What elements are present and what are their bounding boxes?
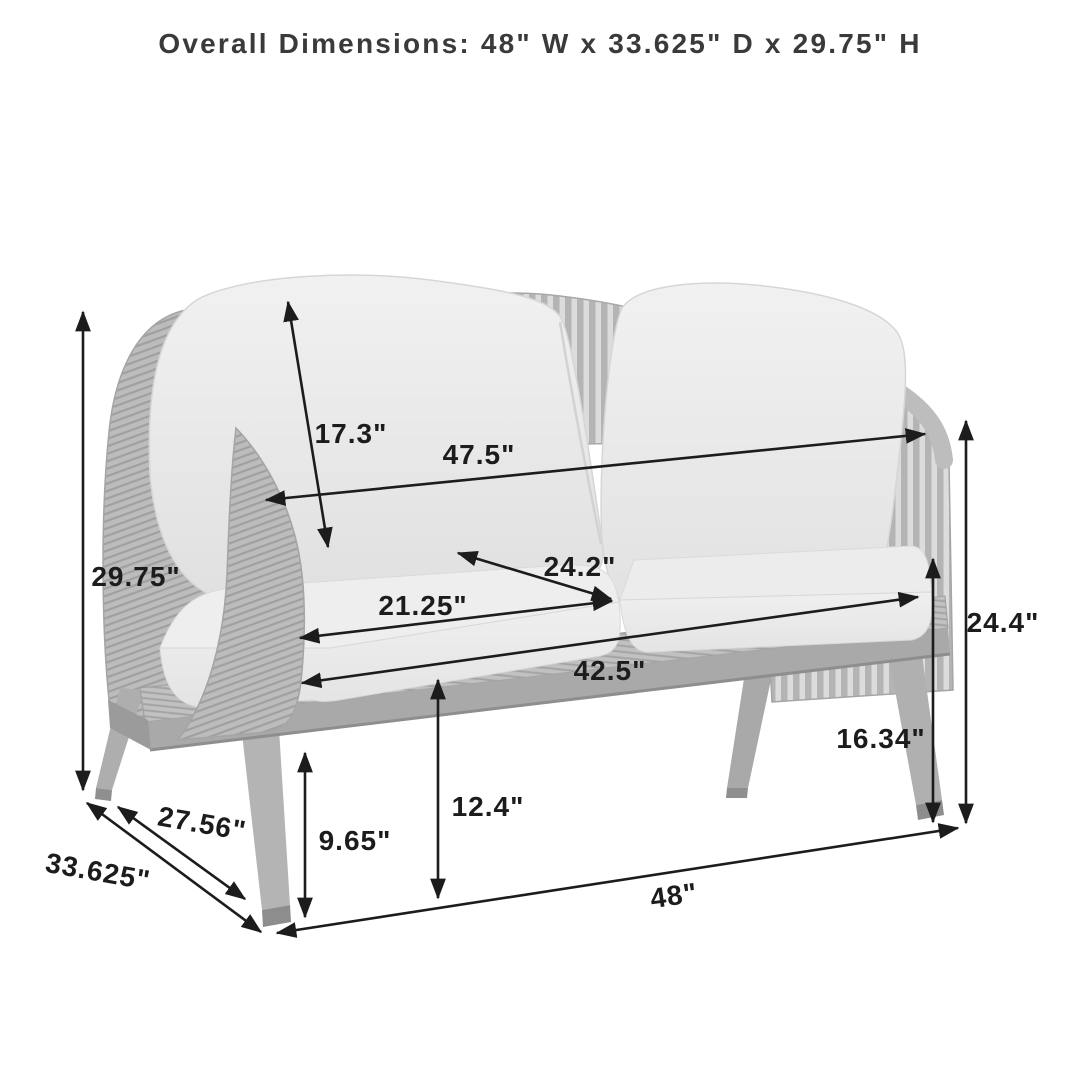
leg-back-left-foot (95, 788, 112, 801)
dim-label-width-seat: 42.5" (573, 655, 647, 686)
dim-label-height-seat: 16.34" (836, 723, 926, 754)
leg-front-left (240, 713, 290, 910)
dim-label-depth-overall: 33.625" (43, 847, 153, 896)
dim-label-height-overall: 29.75" (91, 561, 181, 592)
dim-label-width-overall: 48" (648, 876, 700, 915)
dim-label-diag-back-cushion: 17.3" (314, 418, 388, 449)
dim-label-depth-seat-cushion: 24.2" (543, 551, 617, 582)
dim-label-clearance-front: 9.65" (318, 825, 392, 856)
page-title: Overall Dimensions: 48" W x 33.625" D x 29.75" H (158, 28, 922, 59)
dim-label-clearance-center: 12.4" (451, 791, 525, 822)
dim-label-width-seat-cushion: 21.25" (378, 590, 468, 621)
dim-label-height-arm: 24.4" (966, 607, 1040, 638)
dim-label-depth-footprint: 27.56" (155, 800, 249, 847)
leg-back-right-foot (726, 788, 748, 798)
dim-label-width-back-top: 47.5" (442, 439, 516, 470)
